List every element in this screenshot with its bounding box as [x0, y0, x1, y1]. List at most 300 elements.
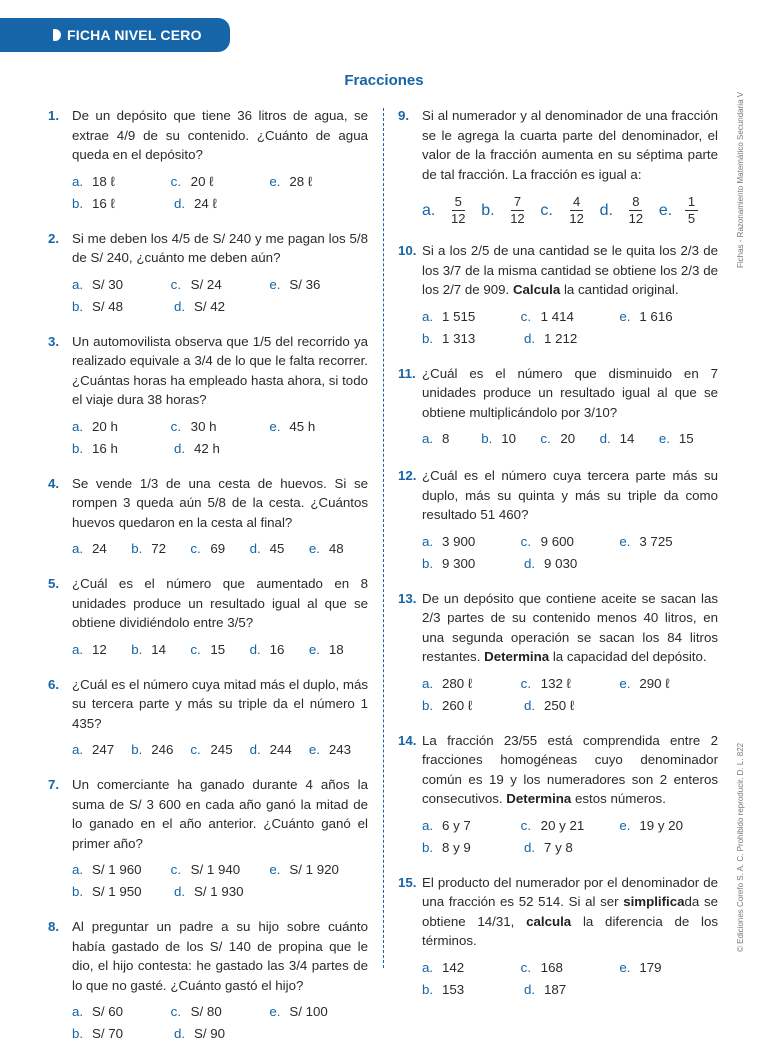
option-value: 3 900 — [442, 533, 476, 549]
option-letter: e. — [658, 201, 673, 219]
option-value: 8 — [442, 431, 450, 446]
option-value: S/ 1 960 — [92, 862, 142, 877]
answer-option-c[interactable] — [540, 194, 599, 227]
question-text-row — [398, 364, 718, 423]
question-text — [422, 873, 718, 951]
option-value: S/ 90 — [194, 1026, 226, 1041]
option-letter: b. — [422, 981, 434, 997]
option-value: S/ 1 940 — [190, 862, 241, 877]
option-letter: b. — [422, 697, 434, 713]
question-2 — [48, 229, 368, 318]
options-row — [422, 979, 718, 1001]
question-text-part: da se obtiene 14/31, — [422, 894, 719, 929]
question-text: ¿Cuál es el número que aumentado en 8 unidades produce un resultado igual al que se obtiene dividiéndolo entre 3/5? — [72, 576, 368, 630]
options — [422, 531, 718, 575]
options-row — [72, 416, 368, 438]
answer-option-c[interactable] — [521, 531, 620, 553]
options-row — [422, 673, 718, 695]
question-text-row — [48, 574, 368, 633]
option-letter: c. — [190, 541, 201, 556]
answer-option-e[interactable] — [269, 416, 368, 438]
answer-option-d[interactable] — [174, 881, 276, 903]
option-letter: c. — [520, 959, 532, 975]
answer-option-e[interactable] — [619, 957, 718, 979]
answer-option-b[interactable] — [422, 695, 524, 717]
answer-option-a[interactable] — [422, 815, 521, 837]
option-letter: a. — [422, 959, 434, 975]
answer-option-c[interactable] — [171, 416, 270, 438]
answer-option-d[interactable] — [174, 438, 276, 460]
options-row — [72, 538, 368, 560]
answer-option-c[interactable] — [190, 538, 249, 560]
option-value: 45 h — [289, 418, 316, 434]
answer-option-c[interactable] — [540, 428, 599, 450]
option-value: 6 y 7 — [442, 817, 471, 833]
option-letter: c. — [170, 276, 182, 292]
option-letter: d. — [524, 981, 536, 997]
options-row — [422, 194, 718, 227]
options-row — [422, 428, 718, 450]
option-value: 30 h — [190, 418, 217, 434]
answer-option-d[interactable] — [524, 328, 626, 350]
answer-option-d[interactable] — [524, 979, 626, 1001]
option-letter: c. — [520, 308, 532, 324]
option-value: 20 y 21 — [540, 817, 585, 833]
option-letter: b. — [422, 839, 434, 855]
question-4 — [48, 474, 368, 561]
answer-option-c[interactable] — [171, 859, 270, 881]
question-text: Si al numerador y al denominador de una fracción se le agrega la cuarta parte del denominador, el valor de la fracción aumenta en su séptima parte de tal fracción. La fracción es igual a: — [422, 108, 718, 182]
option-letter: b. — [481, 431, 493, 446]
option-letter: c. — [540, 431, 551, 446]
option-value: 14 — [151, 641, 166, 657]
option-value: 20 ℓ — [190, 173, 214, 189]
answer-option-d[interactable] — [250, 739, 309, 761]
options — [422, 957, 718, 1001]
question-text — [422, 241, 718, 300]
answer-option-b[interactable] — [72, 193, 174, 215]
question-3 — [48, 332, 368, 460]
answer-option-d[interactable] — [600, 428, 659, 450]
answer-option-e[interactable] — [659, 428, 718, 450]
answer-option-b[interactable] — [131, 538, 190, 560]
options-row — [72, 859, 368, 881]
answer-option-d[interactable] — [600, 194, 659, 227]
answer-option-a[interactable] — [422, 531, 521, 553]
question-text-part: La fracción 23/55 está comprendida entre 2 fracciones homogéneas cuyo denominador común es 19 y los numeradores son 2 enteros consecutivos. — [422, 732, 718, 806]
option-value: S/ 100 — [289, 1004, 328, 1019]
option-letter: e. — [619, 817, 631, 833]
question-text-part: Si a los 2/5 de una cantidad se le quita los 2/3 de los 3/7 de la misma cantidad se obtiene los 2/3 de los 2/7 de 909. — [422, 243, 718, 297]
option-letter: a. — [72, 541, 84, 556]
answer-option-a[interactable] — [72, 639, 131, 661]
option-letter: a. — [72, 418, 84, 434]
answer-option-d[interactable] — [524, 695, 626, 717]
option-value: 28 ℓ — [289, 173, 313, 189]
answer-option-e[interactable] — [309, 538, 368, 560]
answer-option-b[interactable] — [422, 837, 524, 859]
option-value: 24 ℓ — [194, 195, 217, 211]
answer-option-e[interactable] — [269, 1001, 368, 1023]
answer-option-a[interactable] — [72, 1001, 171, 1023]
option-letter: d. — [249, 541, 261, 556]
option-value: 15 — [678, 431, 694, 446]
answer-option-e[interactable] — [309, 639, 368, 661]
option-value: 8 y 9 — [442, 839, 471, 855]
option-value: S/ 80 — [190, 1004, 222, 1019]
question-text-row — [48, 332, 368, 410]
question-14 — [398, 731, 718, 859]
option-fraction — [507, 194, 527, 227]
option-letter: b. — [72, 884, 84, 899]
options — [72, 1001, 368, 1045]
option-letter: a. — [422, 675, 434, 691]
answer-option-a[interactable] — [72, 859, 171, 881]
option-fraction — [566, 194, 586, 227]
option-letter: a. — [422, 533, 434, 549]
options-row — [422, 815, 718, 837]
answer-option-c[interactable] — [171, 171, 270, 193]
answer-option-b[interactable] — [481, 194, 540, 227]
options-row — [72, 1001, 368, 1023]
answer-option-c[interactable] — [171, 1001, 270, 1023]
option-letter: d. — [524, 555, 536, 571]
option-value: 168 — [540, 959, 563, 975]
option-value: 72 — [151, 541, 166, 556]
option-letter: c. — [170, 418, 182, 434]
answer-option-c[interactable] — [521, 306, 620, 328]
question-number: 15. — [398, 874, 417, 890]
question-number: 8. — [48, 919, 60, 934]
option-letter: c. — [520, 675, 532, 691]
option-value: 10 — [501, 431, 516, 446]
option-value: 247 — [92, 742, 115, 757]
options-row — [422, 553, 718, 575]
question-number: 3. — [48, 333, 60, 349]
answer-option-c[interactable] — [190, 739, 249, 761]
option-letter: c. — [520, 533, 532, 549]
question-text: ¿Cuál es el número cuya tercera parte más su duplo, más su quinta y más su triple da como resultado 51 460? — [422, 468, 718, 522]
options-row — [422, 695, 718, 717]
option-letter: d. — [249, 742, 261, 757]
options — [72, 859, 368, 903]
answer-option-e[interactable] — [619, 306, 718, 328]
option-letter: e. — [619, 533, 631, 549]
banner-bullet-icon — [49, 29, 61, 41]
options-row — [422, 957, 718, 979]
option-value: 1 515 — [442, 308, 476, 324]
answer-option-b[interactable] — [72, 1023, 174, 1045]
options-row — [72, 274, 368, 296]
answer-option-a[interactable] — [422, 194, 481, 227]
options-row — [72, 438, 368, 460]
fraction-denominator: 5 — [687, 211, 696, 226]
question-1 — [48, 106, 368, 215]
option-letter: a. — [422, 817, 434, 833]
option-value: 142 — [442, 959, 465, 975]
answer-option-b[interactable] — [131, 739, 190, 761]
option-letter: b. — [72, 298, 84, 314]
options-row — [72, 639, 368, 661]
question-text: Un automovilista observa que 1/5 del recorrido ya realizado equivale a 3/4 de lo que le falta recorrer. ¿Cuántas horas ha empleado hasta ahora, si todo el viaje dura 38 horas? — [72, 333, 368, 407]
answer-option-a[interactable] — [72, 416, 171, 438]
option-letter: a. — [422, 201, 436, 219]
option-letter: d. — [524, 697, 536, 713]
options-row — [72, 1023, 368, 1045]
options-row — [72, 171, 368, 193]
question-text: ¿Cuál es el número que disminuido en 7 unidades produce un resultado igual al que se obtiene multiplicándolo por 3/10? — [422, 365, 718, 420]
question-text — [422, 731, 718, 809]
option-letter: c. — [540, 201, 553, 219]
option-letter: a. — [72, 276, 84, 292]
answer-option-d[interactable] — [250, 639, 309, 661]
question-number: 4. — [48, 475, 60, 491]
option-letter: a. — [72, 173, 84, 189]
option-letter: d. — [174, 440, 186, 456]
option-letter: e. — [619, 959, 631, 975]
fraction-numerator: 1 — [685, 194, 698, 211]
answer-option-a[interactable] — [72, 171, 171, 193]
answer-option-e[interactable] — [659, 194, 718, 227]
question-12 — [398, 466, 718, 575]
question-text-bold: simplifica — [623, 894, 685, 909]
option-letter: c. — [170, 1004, 182, 1019]
option-letter: d. — [524, 839, 536, 855]
option-letter: d. — [599, 431, 611, 446]
answer-option-d[interactable] — [174, 1023, 276, 1045]
question-number: 12. — [398, 468, 417, 483]
option-letter: e. — [308, 641, 320, 657]
answer-option-c[interactable] — [521, 815, 620, 837]
question-text-row — [48, 106, 368, 165]
option-value: 24 — [92, 541, 107, 556]
answer-option-e[interactable] — [269, 274, 368, 296]
option-letter: c. — [190, 742, 201, 757]
option-letter: b. — [481, 201, 495, 219]
answer-option-c[interactable] — [521, 673, 620, 695]
option-value: 179 — [639, 959, 662, 975]
question-text-bold: Determina — [506, 791, 572, 806]
option-value: 9 300 — [442, 555, 476, 571]
option-value: S/ 70 — [92, 1026, 124, 1041]
options — [422, 815, 718, 859]
answer-option-d[interactable] — [250, 538, 309, 560]
option-fraction — [626, 194, 646, 227]
option-value: 69 — [210, 541, 226, 556]
option-letter: a. — [422, 308, 434, 324]
options-row — [422, 531, 718, 553]
question-text: Al preguntar un padre a su hijo sobre cuánto había gastado de los S/ 140 de propina que le dio, el hijo contesta: he gastado las 3/4 partes de lo que no gasté. ¿Cuánto gastó el hijo? — [72, 919, 368, 993]
options — [422, 428, 718, 450]
option-value: 9 600 — [540, 533, 574, 549]
option-letter: e. — [619, 675, 631, 691]
fraction-numerator: 8 — [629, 194, 642, 211]
option-value: 246 — [151, 742, 174, 757]
option-value: 153 — [442, 981, 465, 997]
option-letter: b. — [422, 555, 434, 571]
answer-option-d[interactable] — [174, 296, 276, 318]
answer-option-a[interactable] — [422, 957, 521, 979]
option-letter: d. — [524, 330, 536, 346]
fraction-denominator: 12 — [510, 211, 525, 226]
question-13 — [398, 589, 718, 717]
option-value: 48 — [328, 541, 344, 556]
question-number: 2. — [48, 230, 60, 246]
option-letter: a. — [72, 641, 84, 657]
page-title: Fracciones — [344, 72, 424, 89]
option-value: 132 ℓ — [540, 675, 571, 691]
option-value: 3 725 — [639, 533, 673, 549]
answer-option-c[interactable] — [190, 639, 249, 661]
question-text: ¿Cuál es el número cuya mitad más el duplo, más su tercera parte y más su triple da el número 1 435? — [72, 676, 368, 731]
question-text-row — [48, 229, 368, 268]
option-value: S/ 60 — [92, 1004, 124, 1019]
option-letter: d. — [174, 195, 186, 211]
option-value: 16 — [269, 641, 285, 657]
question-text — [422, 589, 718, 667]
option-letter: d. — [174, 298, 186, 314]
question-number: 10. — [398, 243, 417, 258]
question-text-part: estos números. — [571, 791, 666, 806]
option-value: S/ 1 920 — [289, 862, 339, 877]
option-fraction — [448, 194, 468, 227]
question-text: Si me deben los 4/5 de S/ 240 y me pagan los 5/8 de S/ 240, ¿cuánto me deben aún? — [72, 230, 368, 265]
question-number: 13. — [398, 590, 417, 606]
option-letter: e. — [619, 308, 631, 324]
answer-option-a[interactable] — [72, 739, 131, 761]
question-7 — [48, 775, 368, 903]
option-letter: a. — [422, 431, 434, 446]
question-number: 11. — [398, 365, 416, 381]
question-text-row — [48, 775, 368, 853]
question-text-row — [398, 589, 718, 667]
answer-option-c[interactable] — [171, 274, 270, 296]
option-letter: c. — [520, 817, 532, 833]
answer-option-a[interactable] — [422, 428, 481, 450]
option-value: 19 y 20 — [639, 817, 683, 833]
answer-option-d[interactable] — [524, 837, 626, 859]
option-value: S/ 30 — [92, 276, 124, 292]
option-value: 14 — [619, 431, 635, 446]
option-value: 16 h — [92, 440, 118, 456]
answer-option-b[interactable] — [481, 428, 540, 450]
answer-option-a[interactable] — [72, 538, 131, 560]
option-value: 1 313 — [442, 330, 476, 346]
option-value: 245 — [210, 742, 233, 757]
answer-option-e[interactable] — [619, 673, 718, 695]
option-letter: d. — [249, 641, 261, 657]
question-8 — [48, 917, 368, 1045]
options — [72, 538, 368, 560]
answer-option-b[interactable] — [422, 553, 524, 575]
option-letter: e. — [658, 431, 670, 446]
option-letter: b. — [72, 1026, 84, 1041]
question-number: 9. — [398, 108, 410, 123]
question-number: 5. — [48, 576, 60, 591]
question-6 — [48, 675, 368, 762]
option-value: 20 h — [92, 418, 118, 434]
banner-label: FICHA NIVEL CERO — [67, 27, 202, 43]
options — [422, 673, 718, 717]
question-5 — [48, 574, 368, 661]
option-value: S/ 1 950 — [92, 884, 142, 899]
option-value: 1 414 — [540, 308, 574, 324]
question-11 — [398, 364, 718, 451]
option-value: 42 h — [194, 440, 220, 456]
option-value: 250 ℓ — [544, 697, 575, 713]
option-value: 18 ℓ — [92, 173, 115, 189]
options — [72, 739, 368, 761]
answer-option-a[interactable] — [422, 306, 521, 328]
options — [72, 639, 368, 661]
answer-option-b[interactable] — [72, 296, 174, 318]
option-letter: b. — [131, 641, 143, 657]
option-value: 244 — [269, 742, 292, 757]
question-9 — [398, 106, 718, 227]
option-value: 7 y 8 — [544, 839, 573, 855]
answer-option-e[interactable] — [309, 739, 368, 761]
question-text-row — [48, 917, 368, 995]
option-value: 187 — [544, 981, 567, 997]
answer-option-d[interactable] — [174, 193, 276, 215]
header-banner — [0, 18, 230, 52]
question-text-row — [398, 731, 718, 809]
answer-option-e[interactable] — [269, 171, 368, 193]
answer-option-b[interactable] — [131, 639, 190, 661]
question-text-row — [398, 241, 718, 300]
answer-option-d[interactable] — [524, 553, 626, 575]
answer-option-a[interactable] — [72, 274, 171, 296]
option-value: 16 ℓ — [92, 195, 115, 211]
question-text-part: El producto del numerador por el denominador de una fracción es 52 514. Si al ser — [422, 874, 718, 909]
option-letter: a. — [72, 742, 84, 757]
answer-option-e[interactable] — [269, 859, 368, 881]
question-text: De un depósito que tiene 36 litros de agua, se extrae 4/9 de su contenido. ¿Cuánto de agua queda en el depósito? — [72, 108, 368, 162]
option-letter: e. — [308, 541, 320, 556]
option-letter: b. — [72, 195, 84, 211]
options — [72, 274, 368, 318]
answer-option-a[interactable] — [422, 673, 521, 695]
answer-option-e[interactable] — [619, 815, 718, 837]
option-letter: b. — [422, 330, 434, 346]
answer-option-b[interactable] — [72, 438, 174, 460]
option-letter: d. — [599, 201, 613, 219]
answer-option-e[interactable] — [619, 531, 718, 553]
options-row — [422, 328, 718, 350]
right-column — [398, 106, 718, 1001]
options-row — [72, 193, 368, 215]
answer-option-b[interactable] — [422, 328, 524, 350]
options-row — [72, 296, 368, 318]
question-text-row — [398, 873, 718, 951]
fraction-numerator: 4 — [570, 194, 583, 211]
option-value: 280 ℓ — [442, 675, 473, 691]
options — [72, 416, 368, 460]
option-letter: c. — [170, 862, 182, 877]
options — [72, 171, 368, 215]
option-letter: c. — [190, 641, 201, 657]
sidebar-top-text: Fichas - Razonamiento Matemático Secundaria V — [736, 91, 745, 268]
left-column — [48, 106, 368, 1045]
answer-option-b[interactable] — [72, 881, 174, 903]
answer-option-c[interactable] — [521, 957, 620, 979]
answer-option-b[interactable] — [422, 979, 524, 1001]
question-text-part: la capacidad del depósito. — [549, 649, 707, 664]
option-letter: e. — [308, 742, 320, 757]
fraction-denominator: 12 — [569, 211, 584, 226]
option-letter: e. — [269, 1004, 281, 1019]
option-letter: a. — [72, 1004, 84, 1019]
